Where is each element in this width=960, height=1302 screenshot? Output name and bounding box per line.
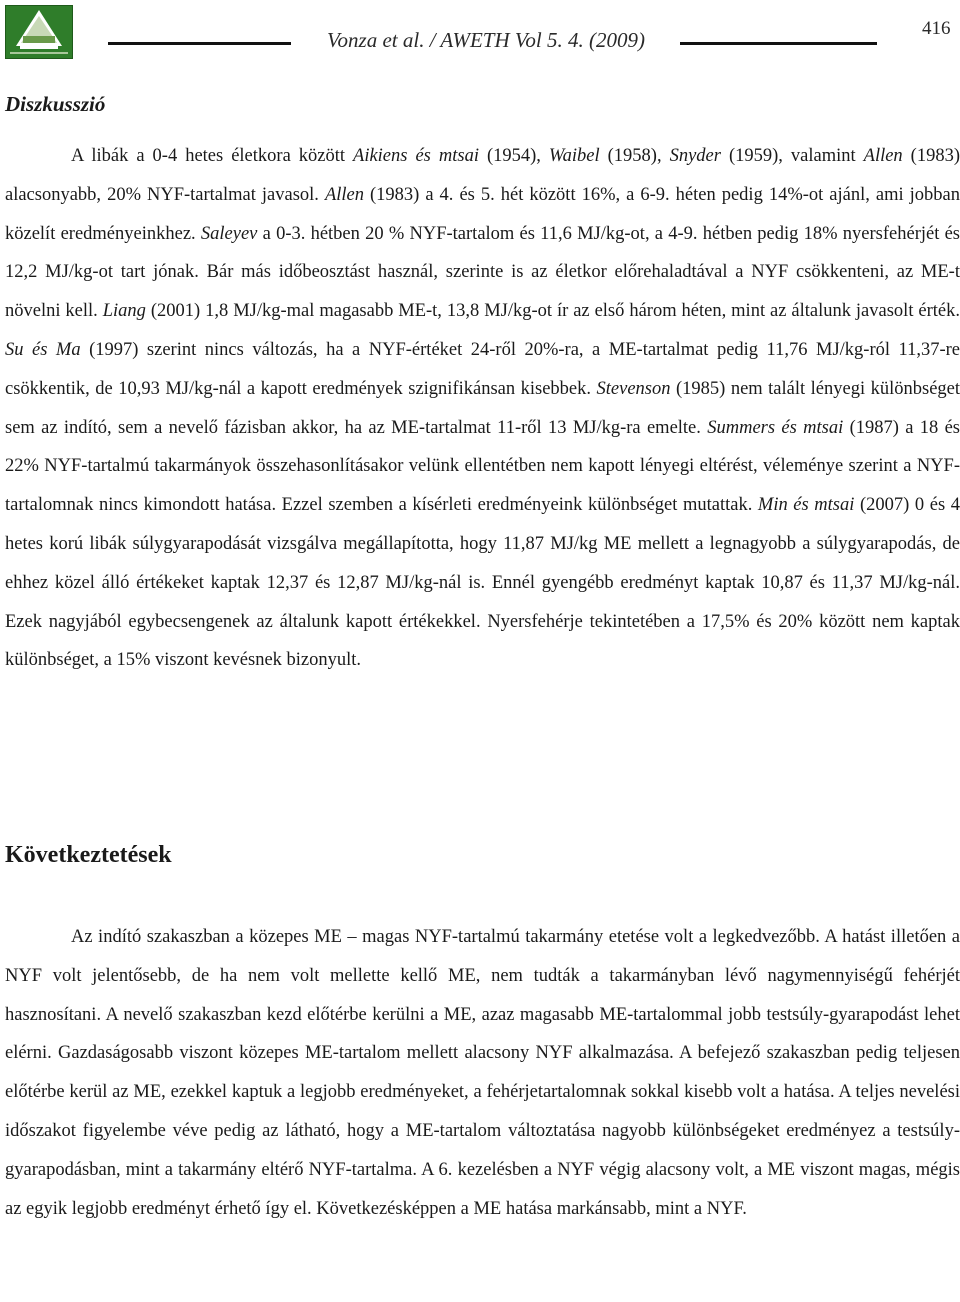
journal-citation: Vonza et al. / AWETH Vol 5. 4. (2009) [327, 28, 645, 52]
cited-author: Min és mtsai [757, 495, 855, 516]
page-number: 416 [922, 18, 951, 39]
cited-author: Aikiens és mtsai [353, 146, 479, 166]
conclusions-paragraph: Az indító szakaszban a közepes ME – magas NYF-tartalmú takarmány etetése volt a legkedvezőbb. A hatást illetően a NYF volt jelentősebb, de ha nem volt mellette kellő ME, nem tudták a takarmányban lévő nagymennyiségű fehérjét hasznosítani. A nevelő szakaszban kezd előtérbe kerülni a ME, azaz magasabb ME-tartalommal jobb testsúly-gyarapodást lehet elérni. Gazdaságosabb viszont közepes ME-tartalom mellett alacsony NYF alkalmazása. A befejező szakaszban pedig teljesen előtérbe kerül az ME, ezekkel kaptuk a legjobb eredményeket, a fehérjetartalomnak sokkal kisebb volt a hatása. A teljes nevelési időszakot figyelembe véve pedig az látható, hogy a ME-tartalom változtatása nagyobb különbségeket eredményez a testsúly-gyarapodásban, mint a takarmány eltérő NYF-tartalma. A 6. kezelésben a NYF végig alacsony volt, a ME viszont magas, mégis az egyik legjobb eredményt érhető így el. Következésképpen a ME hatása markánsabb, mint a NYF. [5, 927, 960, 1219]
cited-author: Allen [324, 184, 364, 205]
text-run: A libák a 0-4 hetes életkora között [71, 146, 354, 166]
header-rule-right [680, 42, 877, 45]
text-run: (2001) 1,8 MJ/kg-mal magasabb ME-t, 13,8 MJ/kg-ot ír az első három héten, mint az általunk javasolt érték. [145, 301, 960, 322]
cited-author: Su és Ma [5, 339, 81, 360]
discussion-paragraph [5, 137, 960, 680]
cited-author: Saleyev [200, 223, 258, 244]
text-run: (1959), valamint [720, 146, 864, 166]
cited-author: Summers és mtsai [707, 417, 844, 438]
cited-author: Stevenson [596, 378, 671, 399]
text-run: (1987) a 18 és 22% NYF-tartalmú takarmányok összehasonlításakor velünk ellentétben nem kapott lényegi eltérést, véleménye szerint a NYF-tartalomnak nincs kimondott hatása. Ezzel szemben a kísérleti eredményeink különbséget mutattak. [5, 417, 960, 516]
cited-author: Waibel [548, 146, 600, 166]
text-run: (2007) 0 és 4 hetes korú libák súlygyarapodását vizsgálva megállapította, hogy 11,87 MJ/kg ME mellett a legnagyobb a súlygyarapodás, de ehhez közel álló értékeket kaptak 12,37 és 12,87 MJ/kg-nál is. Ennél gyengébb eredményt kaptak 10,87 és 11,37 MJ/kg-nál. Ezek nagyjából egybecsengenek az általunk kapott értékekkel. Nyersfehérje tekintetében a 17,5% és 20% között nem kaptak különbséget, a 15% viszont kevésnek bizonyult. [5, 495, 960, 671]
header-rule-left [108, 42, 291, 45]
page-header [0, 0, 960, 70]
text-run: (1997) szerint nincs változás, ha a NYF-értéket 24-ről 20%-ra, a ME-tartalmat pedig 11,76 MJ/kg-ról 11,37-re csökkentik, de 10,93 MJ/kg-nál a kapott eredmények szignifikánsan kisebbek. [5, 339, 960, 399]
text-run: (1958), [599, 146, 670, 166]
text-run: (1983) a 4. és 5. hét között 16%, a 6-9. héten pedig 14%-ot ajánl, ami jobban közelít eredményeinkhez. [5, 184, 960, 244]
text-run: a 0-3. hétben 20 % NYF-tartalom és 11,6 MJ/kg-ot, a 4-9. hétben pedig 18% nyersfehérjét és 12,2 MJ/kg-ot tart jónak. Bár más időbeosztást használ, szerinte is az életkor előrehaladtával a NYF csökkenteni, az ME-t növelni kell. [5, 223, 960, 322]
text-run: (1985) nem talált lényegi különbséget sem az indító, sem a nevelő fázisban akkor, ha az ME-tartalmat 11-ről 13 MJ/kg-ra emelte. [5, 378, 960, 438]
cited-author: Liang [102, 301, 146, 322]
text-run: (1983) alacsonyabb, 20% NYF-tartalmat javasol. [5, 146, 960, 205]
section-title-conclusions: Következtetések [5, 842, 172, 868]
cited-author: Allen [863, 146, 903, 166]
text-run: (1954), [478, 146, 549, 166]
cited-author: Snyder [669, 146, 721, 166]
journal-logo-icon [5, 5, 73, 59]
section-title-discussion: Diszkusszió [5, 92, 106, 116]
